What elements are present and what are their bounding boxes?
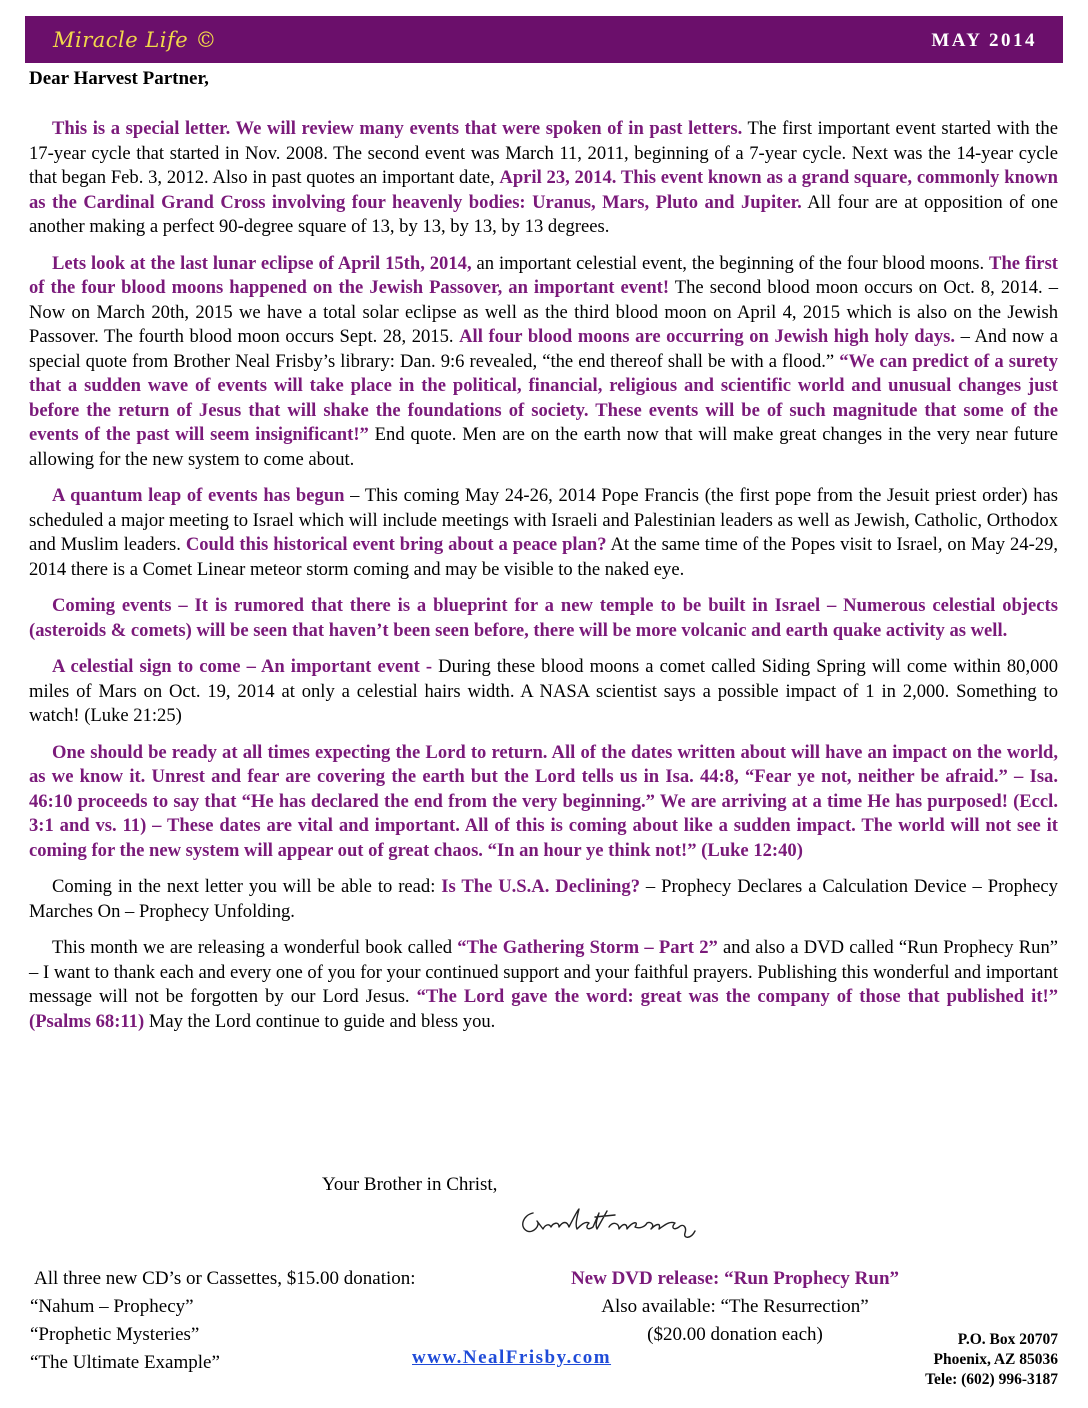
highlighted-text: This is a special letter. We will review many events that were spoken of in past letters. (52, 118, 743, 139)
highlighted-text: April 23, 2014. This event known as a grand square, commonly known as the Cardinal Grand Cross involving four heavenly bodies: Uranus, Mars, Pluto and Jupiter. (29, 167, 1058, 213)
highlighted-text: All four blood moons are occurring on Jewish high holy days. (459, 326, 956, 347)
body-text: The second blood moon occurs on Oct. 8, 2014. – Now on March 20th, 2015 we have a total solar eclipse as well as the third blood moon on April 4, 2015 which is also on the Jewish Passover. The fourth blood moon occurs Sept. 28, 2015. (29, 277, 1059, 347)
cd-title-1: “Nahum – Prophecy” (30, 1296, 194, 1317)
highlighted-text: “The Lord gave the word: great was the company of those that published it!” (Psalms 68:11) (29, 986, 1059, 1032)
signature-image (515, 1203, 715, 1243)
body-text: and also a DVD called “Run Prophecy Run” – I want to thank each and every one of you for your continued support and your faithful prayers. Publishing this wonderful and important message will not be forgotten by our Lord Jesus. (29, 937, 1058, 1007)
highlighted-text: A celestial sign to come – An important event - (52, 656, 439, 677)
cd-offers (30, 1265, 416, 1377)
telephone: Tele: (602) 996-3187 (925, 1371, 1058, 1388)
highlighted-text: Is The U.S.A. Declining? (441, 876, 640, 897)
cd-title-3: “The Ultimate Example” (30, 1352, 220, 1373)
letter-paragraph (29, 117, 1058, 240)
city-state-zip: Phoenix, AZ 85036 (933, 1351, 1058, 1368)
cd-offer-title: All three new CD’s or Cassettes, $15.00 donation: (34, 1268, 416, 1289)
letter-paragraph (29, 655, 1058, 729)
body-text: During these blood moons a comet called Siding Spring will come within 80,000 miles of Mars on Oct. 19, 2014 at only a celestial hairs width. A NASA scientist says a possible impact of 1 in 2,000. Something to watch! (Luke 21:25) (29, 656, 1058, 726)
dvd-release: New DVD release: “Run Prophecy Run” (570, 1268, 900, 1289)
letter-paragraph (29, 936, 1058, 1034)
highlighted-text: Coming events – It is rumored that there is a blueprint for a new temple to be built in Israel – Numerous celestial objects (asteroids & comets) will be seen that haven’t been seen before, there will be more volcanic and earth quake activity as well. (29, 595, 1058, 641)
donation-note: ($20.00 donation each) (647, 1324, 823, 1345)
body-text: – And now a special quote from Brother Neal Frisby’s library: Dan. 9:6 revealed, “the end thereof shall be with a flood.” (29, 326, 1058, 372)
brand-logo: Miracle Life © (53, 28, 217, 52)
body-text: The first important event started with the 17-year cycle that started in Nov. 2008. The second event was March 11, 2011, beginning of a 7-year cycle. Next was the 14-year cycle that began Feb. 3, 2012. Also in past quotes an important date, (29, 118, 1058, 188)
closing: Your Brother in Christ, (322, 1174, 498, 1195)
body-text: – This coming May 24-26, 2014 Pope Francis (the first pope from the Jesuit priest order) has scheduled a major meeting to Israel which will include meetings with Israeli and Palestinian leaders as well as Jewish, Catholic, Orthodox and Muslim leaders. (29, 485, 1058, 555)
highlighted-text: “We can predict of a surety that a sudden wave of events will take place in the political, financial, religious and scientific world and unusual changes just before the return of Jesus that will shake the foundations of society. These events will be of such magnitude that some of the events of the past will seem insignificant!” (29, 350, 1059, 445)
letter-paragraph (29, 252, 1058, 473)
highlighted-text: Lets look at the last lunar eclipse of April 15th, 2014, (52, 252, 472, 274)
body-text: All four are at opposition of one another making a perfect 90-degree square of 13, by 13, by 13, by 13 degrees. (29, 191, 1059, 237)
highlighted-text: One should be ready at all times expecting the Lord to return. All of the dates written about will have an impact on the world, as we know it. Unrest and fear are covering the earth but the Lord tells us in Isa. 44:8, “Fear ye not, neither be afraid.” – Isa. 46:10 proceeds to say that “He has declared the end from the very beginning.” We are arriving at a time He has purposed! (Eccl. 3:1 and vs. 11) – These dates are vital and important. All of this is coming about like a sudden impact. The world will not see it coming for the new system will appear out of great chaos. “In an hour ye think not!” (Luke 12:40) (29, 741, 1058, 861)
highlighted-text: A quantum leap of events has begun (52, 485, 345, 506)
website-link[interactable]: www.NealFrisby.com (412, 1347, 612, 1368)
dvd-offers (520, 1265, 950, 1349)
signature (515, 1203, 715, 1248)
issue-date: MAY 2014 (931, 30, 1037, 51)
highlighted-text: “The Gathering Storm – Part 2” (457, 937, 718, 958)
also-available: Also available: “The Resurrection” (601, 1296, 869, 1317)
masthead (25, 16, 1063, 63)
salutation: Dear Harvest Partner, (29, 68, 209, 89)
body-text: At the same time of the Popes visit to Israel, on May 24-29, 2014 there is a Comet Linear meteor storm coming and may be visible to the naked eye. (29, 534, 1059, 580)
letter-body (29, 117, 1058, 1046)
body-text: Coming in the next letter you will be able to read: (52, 876, 442, 897)
highlighted-text: Could this historical event bring about a peace plan? (185, 534, 607, 555)
letter-paragraph (29, 741, 1058, 864)
body-text: End quote. Men are on the earth now that will make great changes in the very near future allowing for the new system to come about. (29, 424, 1058, 470)
highlighted-text: The first of the four blood moons happened on the Jewish Passover, an important event! (29, 252, 1058, 298)
mailing-address (925, 1330, 1058, 1390)
body-text: May the Lord continue to guide and bless you. (144, 1010, 496, 1032)
po-box: P.O. Box 20707 (957, 1331, 1058, 1348)
body-text: This month we are releasing a wonderful book called (52, 937, 458, 958)
body-text: an important celestial event, the beginning of the four blood moons. (471, 252, 990, 274)
cd-title-2: “Prophetic Mysteries” (30, 1324, 200, 1345)
letter-paragraph (29, 875, 1058, 924)
body-text: – Prophecy Declares a Calculation Device – Prophecy Marches On – Prophecy Unfolding. (29, 876, 1058, 922)
letter-paragraph (29, 484, 1058, 582)
letter-paragraph (29, 594, 1058, 643)
